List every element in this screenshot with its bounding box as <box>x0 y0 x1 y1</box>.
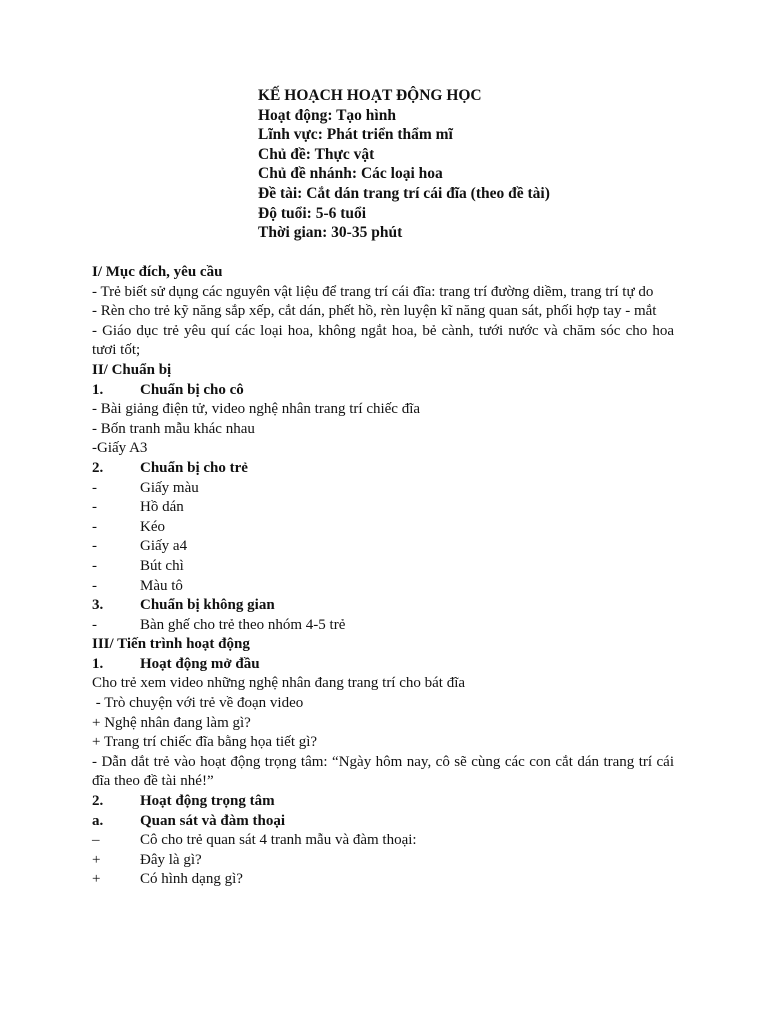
list-bullet: - <box>92 616 97 633</box>
subsection-heading <box>92 655 674 675</box>
paragraph: - Dẫn dắt trẻ vào hoạt động trọng tâm: “Ngày hôm nay, cô sẽ cùng các con cắt dán trang trí cái đĩa theo đề tài nhé!” <box>92 753 674 790</box>
subsection-heading <box>92 812 674 832</box>
list-item-text: Cô cho trẻ quan sát 4 tranh mẫu và đàm thoại: <box>140 832 417 849</box>
list-item-text: Đây là gì? <box>140 851 202 868</box>
list-item <box>92 851 674 871</box>
subsection-heading <box>92 459 674 479</box>
section-heading-objectives: I/ Mục đích, yêu cầu <box>92 264 223 280</box>
subsection-number: 3. <box>92 597 104 614</box>
list-item-text: Giấy màu <box>140 479 199 496</box>
lesson-plan-header <box>258 86 550 243</box>
subsection-heading <box>92 792 674 812</box>
sub-theme-line: Chủ đề nhánh: Các loại hoa <box>258 165 443 183</box>
paragraph: - Rèn cho trẻ kỹ năng sắp xếp, cắt dán, phết hồ, rèn luyện kĩ năng quan sát, phối hợp tay - mắt <box>92 303 657 320</box>
subsection-number: a. <box>92 812 104 829</box>
time-line: Thời gian: 30-35 phút <box>258 224 403 242</box>
list-bullet: - <box>92 499 97 516</box>
theme-line: Chủ đề: Thực vật <box>258 145 375 163</box>
subsection-number: 1. <box>92 381 104 398</box>
list-bullet: - <box>92 577 97 594</box>
subsection-title: Chuẩn bị cho cô <box>140 381 244 398</box>
subsection-heading <box>92 381 674 401</box>
list-bullet: – <box>92 832 100 849</box>
list-bullet: - <box>92 518 97 535</box>
subsection-heading <box>92 596 674 616</box>
list-item <box>92 537 674 557</box>
subsection-title: Hoạt động mở đầu <box>140 655 260 672</box>
paragraph: - Trẻ biết sử dụng các nguyên vật liệu để trang trí cái đĩa: trang trí đường diềm, trang trí tự do <box>92 283 654 300</box>
text-line: - Trò chuyện với trẻ về đoạn video <box>92 695 304 712</box>
subsection-title: Quan sát và đàm thoại <box>140 812 286 829</box>
topic-line: Đề tài: Cắt dán trang trí cái đĩa (theo đề tài) <box>258 184 550 202</box>
activity-line: Hoạt động: Tạo hình <box>258 106 396 124</box>
document-title: KẾ HOẠCH HOẠT ĐỘNG HỌC <box>258 87 482 104</box>
list-bullet: + <box>92 851 101 868</box>
list-item: - Bài giảng điện tử, video nghệ nhân trang trí chiếc đĩa <box>92 401 421 418</box>
text-line: + Nghệ nhân đang làm gì? <box>92 714 251 731</box>
text-line: + Trang trí chiếc đĩa bằng họa tiết gì? <box>92 734 318 751</box>
list-item <box>92 831 674 851</box>
list-item-text: Có hình dạng gì? <box>140 871 243 888</box>
list-bullet: - <box>92 538 97 555</box>
list-item <box>92 479 674 499</box>
list-item <box>92 577 674 597</box>
list-item <box>92 518 674 538</box>
age-line: Độ tuổi: 5-6 tuổi <box>258 204 367 222</box>
field-line: Lĩnh vực: Phát triển thẩm mĩ <box>258 126 453 144</box>
list-item <box>92 498 674 518</box>
subsection-number: 1. <box>92 655 104 672</box>
list-item <box>92 616 674 636</box>
list-item-text: Màu tô <box>140 577 183 594</box>
list-item-text: Bút chì <box>140 557 184 574</box>
list-item <box>92 870 674 890</box>
list-bullet: + <box>92 871 101 888</box>
text-line: Cho trẻ xem video những nghệ nhân đang trang trí cho bát đĩa <box>92 675 466 692</box>
paragraph: - Giáo dục trẻ yêu quí các loại hoa, không ngắt hoa, bẻ cành, tưới nước và chăm sóc cho hoa tươi tốt; <box>92 322 674 359</box>
subsection-number: 2. <box>92 459 104 476</box>
list-bullet: - <box>92 557 97 574</box>
list-item-text: Hồ dán <box>140 499 184 516</box>
document-body <box>92 263 674 890</box>
subsection-title: Chuẩn bị cho trẻ <box>140 459 248 476</box>
section-heading-procedure: III/ Tiến trình hoạt động <box>92 636 250 653</box>
list-item: -Giấy A3 <box>92 440 148 457</box>
subsection-title: Chuẩn bị không gian <box>140 597 275 614</box>
subsection-number: 2. <box>92 793 104 810</box>
list-item: - Bốn tranh mẫu khác nhau <box>92 420 255 437</box>
list-item-text: Bàn ghế cho trẻ theo nhóm 4-5 trẻ <box>140 616 346 633</box>
list-item-text: Kéo <box>140 518 165 535</box>
subsection-title: Hoạt động trọng tâm <box>140 793 275 810</box>
list-bullet: - <box>92 479 97 496</box>
list-item <box>92 557 674 577</box>
section-heading-preparation: II/ Chuẩn bị <box>92 361 172 378</box>
list-item-text: Giấy a4 <box>140 538 188 555</box>
